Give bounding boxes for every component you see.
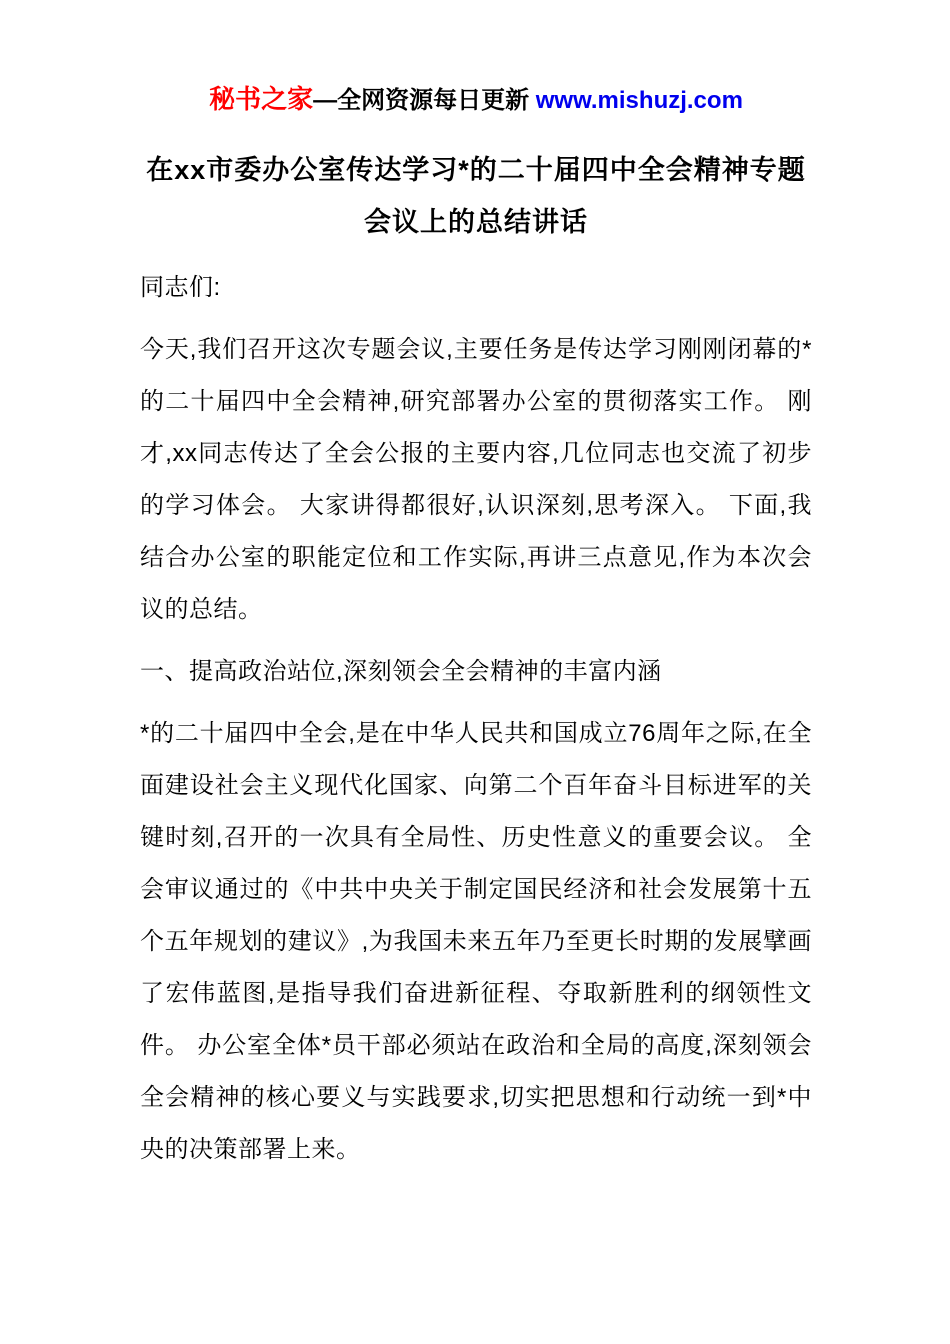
paragraph-salutation: 同志们: bbox=[140, 274, 221, 301]
paragraph-intro: 今天,我们召开这次专题会议,主要任务是传达学习刚刚闭幕的*的二十届四中全会精神,研究部署办公室的贯彻落实工作。 刚才,xx同志传达了全会公报的主要内容,几位同志也交流了初步的学习体会。 大家讲得都很好,认识深刻,思考深入。 下面,我结合办公室的职能定位和工作实际,再讲三点意见,作为本次会议的总结。 bbox=[140, 336, 812, 623]
paragraph-section-1-body: *的二十届四中全会,是在中华人民共和国成立76周年之际,在全面建设社会主义现代化国家、向第二个百年奋斗目标进军的关键时刻,召开的一次具有全局性、历史性意义的重要会议。 全会审议通过的《中共中央关于制定国民经济和社会发展第十五个五年规划的建议》,为我国未来五年乃至更长时期的发展擘画了宏伟蓝图,是指导我们奋进新征程、夺取新胜利的纲领性文件。 办公室全体*员干部必须站在政治和全局的高度,深刻领会全会精神的核心要义与实践要求,切实把思想和行动统一到*中央的决策部署上来。 bbox=[140, 720, 812, 1163]
section-heading-1: 一、提高政治站位,深刻领会全会精神的丰富内涵 bbox=[140, 658, 662, 685]
brand-name: 秘书之家 bbox=[209, 84, 314, 114]
site-header bbox=[140, 82, 812, 118]
document-title: 在xx市委办公室传达学习*的二十届四中全会精神专题会议上的总结讲话 bbox=[146, 155, 806, 237]
header-tagline: —全网资源每日更新 bbox=[313, 87, 536, 114]
site-url-link[interactable]: www.mishuzj.com bbox=[535, 87, 743, 114]
